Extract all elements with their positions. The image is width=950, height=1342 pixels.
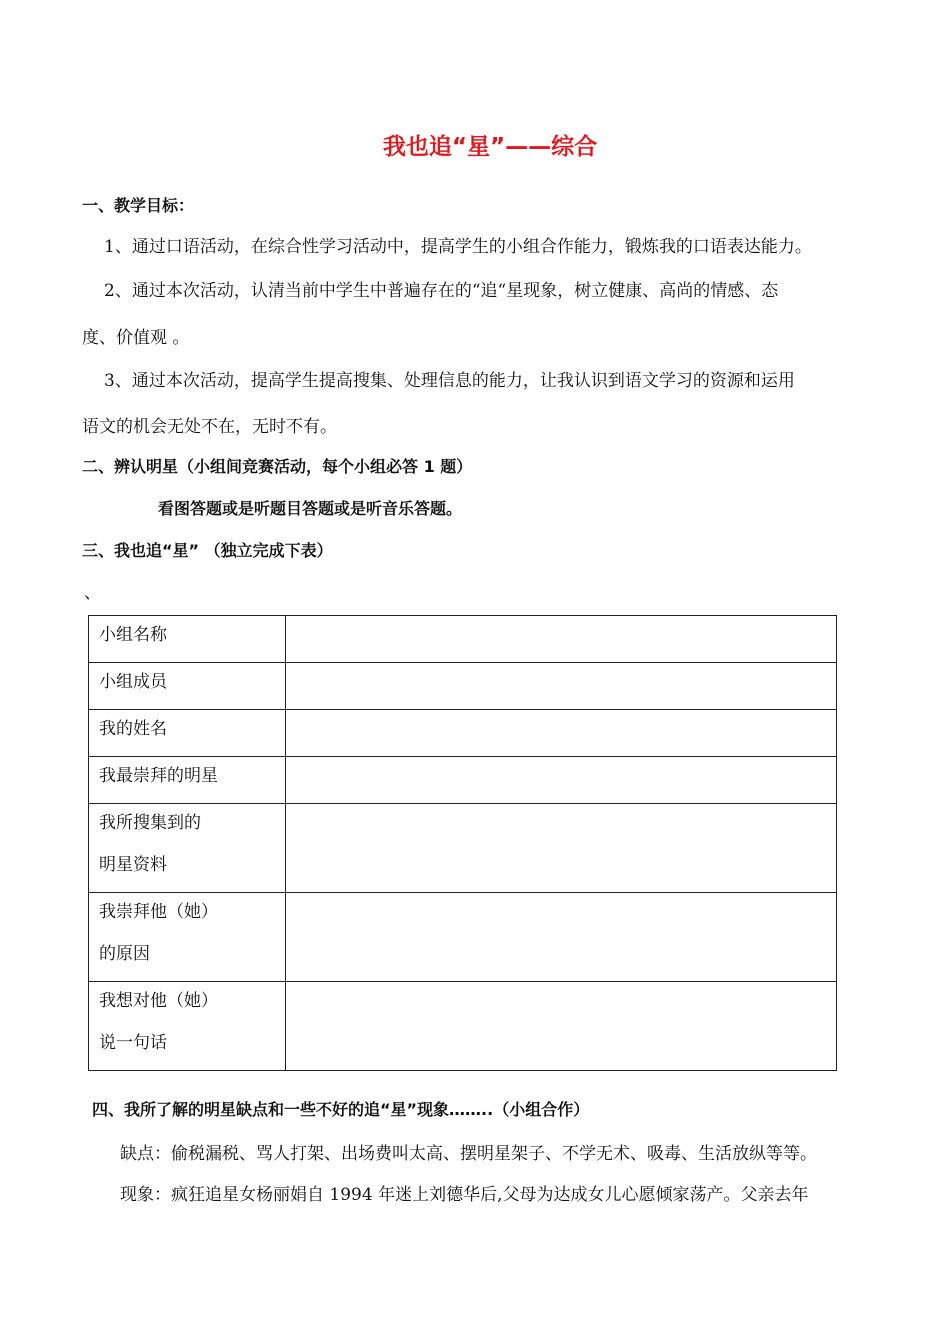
row-label: 我的姓名	[89, 710, 286, 757]
answer-cell[interactable]	[286, 804, 837, 893]
answer-cell[interactable]	[286, 757, 837, 804]
faults-paragraph: 缺点：偷税漏税、骂人打架、出场费叫太高、摆明星架子、不学无术、吸毒、生活放纵等等。	[120, 1144, 817, 1164]
goal-item-3-line1: 3、通过本次活动，提高学生提高搜集、处理信息的能力，让我认识到语文学习的资源和运用	[104, 371, 795, 391]
row-label: 小组成员	[89, 663, 286, 710]
section2-heading: 二、辨认明星（小组间竞赛活动，每个小组必答 1 题）	[82, 457, 473, 476]
goal-item-1: 1、通过口语活动，在综合性学习活动中，提高学生的小组合作能力，锻炼我的口语表达能力。	[104, 237, 812, 257]
section4-heading: 四、我所了解的明星缺点和一些不好的追“星”现象……..（小组合作）	[92, 1100, 590, 1119]
section3-heading: 三、我也追“星” （独立完成下表）	[82, 541, 333, 560]
section2-note: 看图答题或是听题目答题或是听音乐答题。	[158, 499, 463, 518]
table-row	[89, 710, 837, 757]
answer-cell[interactable]	[286, 616, 837, 663]
answer-cell[interactable]	[286, 893, 837, 982]
table-row	[89, 757, 837, 804]
table-row	[89, 804, 837, 893]
phenomenon-paragraph: 现象：疯狂追星女杨丽娟自 1994 年迷上刘德华后,父母为达成女儿心愿倾家荡产。父亲去年	[120, 1185, 809, 1205]
table-row	[89, 982, 837, 1071]
table-row	[89, 616, 837, 663]
document-title: 我也追“星”——综合	[382, 134, 598, 160]
table-row	[89, 663, 837, 710]
star-info-table	[88, 615, 837, 1071]
goal-item-2-line2: 度、价值观 。	[82, 328, 190, 348]
goal-item-3-line2: 语文的机会无处不在，无时不有。	[82, 417, 337, 437]
punctuation-mark: 、	[84, 583, 101, 603]
goal-item-2-line1: 2、通过本次活动，认清当前中学生中普遍存在的“追“星现象，树立健康、高尚的情感、态	[104, 281, 779, 301]
table-row	[89, 893, 837, 982]
row-label: 我最崇拜的明星	[89, 757, 286, 804]
answer-cell[interactable]	[286, 710, 837, 757]
row-label: 我崇拜他（她） 的原因	[89, 893, 286, 982]
row-label: 我所搜集到的 明星资料	[89, 804, 286, 893]
answer-cell[interactable]	[286, 982, 837, 1071]
row-label: 我想对他（她） 说一句话	[89, 982, 286, 1071]
row-label: 小组名称	[89, 616, 286, 663]
answer-cell[interactable]	[286, 663, 837, 710]
section1-heading: 一、教学目标：	[82, 196, 195, 215]
